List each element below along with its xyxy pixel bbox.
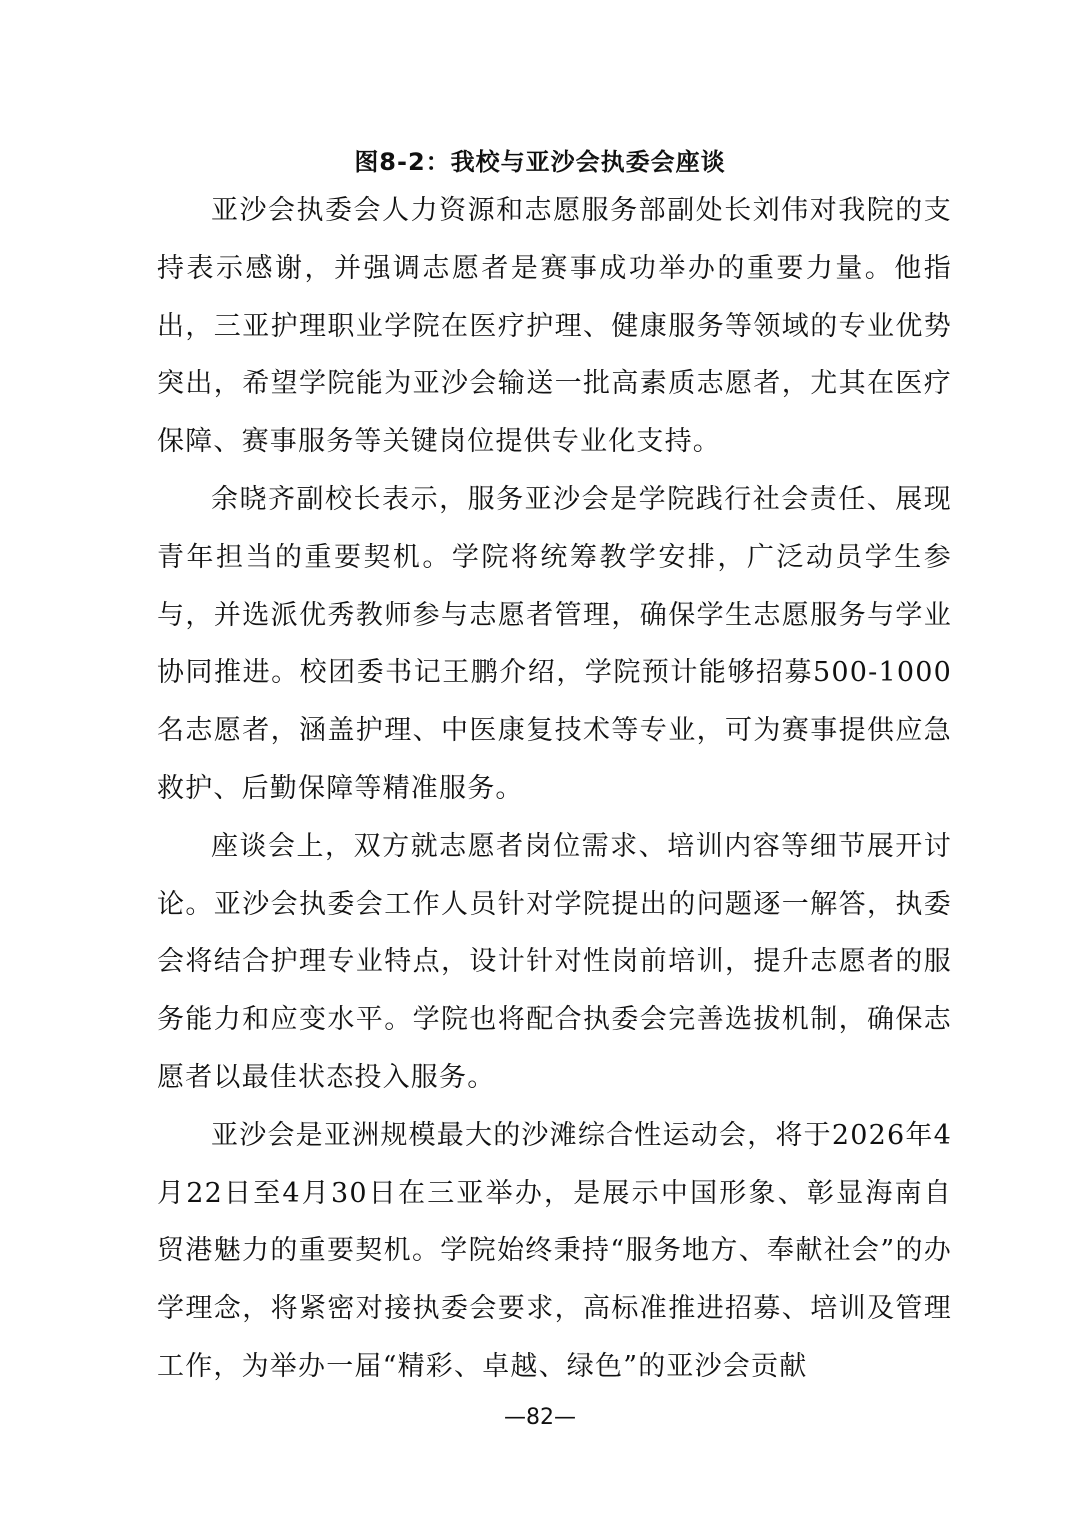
figure-caption: 图8-2：我校与亚沙会执委会座谈 bbox=[354, 148, 726, 176]
paragraph-1: 亚沙会执委会人力资源和志愿服务部副处长刘伟对我院的支持表示感谢，并强调志愿者是赛事成功举办的重要力量。他指出，三亚护理职业学院在医疗护理、健康服务等领域的专业优势突出，希望学院能为亚沙会输送一批高素质志愿者，尤其在医疗保障、赛事服务等关键岗位提供专业化支持。 bbox=[157, 195, 952, 458]
paragraph-4: 亚沙会是亚洲规模最大的沙滩综合性运动会，将于2026年4月22日至4月30日在三亚举办，是展示中国形象、彰显海南自贸港魅力的重要契机。学院始终秉持“服务地方、奉献社会”的办学理念，将紧密对接执委会要求，高标准推进招募、培训及管理工作，为举办一届“精彩、卓越、绿色”的亚沙会贡献 bbox=[157, 1119, 952, 1382]
paragraph-2: 余晓齐副校长表示，服务亚沙会是学院践行社会责任、展现青年担当的重要契机。学院将统筹教学安排，广泛动员学生参与，并选派优秀教师参与志愿者管理，确保学生志愿服务与学业协同推进。校团委书记王鹏介绍，学院预计能够招募500-1000名志愿者，涵盖护理、中医康复技术等专业，可为赛事提供应急救护、后勤保障等精准服务。 bbox=[157, 483, 952, 804]
paragraph-3: 座谈会上，双方就志愿者岗位需求、培训内容等细节展开讨论。亚沙会执委会工作人员针对学院提出的问题逐一解答，执委会将结合护理专业特点，设计针对性岗前培训，提升志愿者的服务能力和应变水平。学院也将配合执委会完善选拔机制，确保志愿者以最佳状态投入服务。 bbox=[157, 830, 952, 1093]
page-number: —82— bbox=[504, 1405, 576, 1430]
body-text bbox=[157, 182, 952, 1396]
